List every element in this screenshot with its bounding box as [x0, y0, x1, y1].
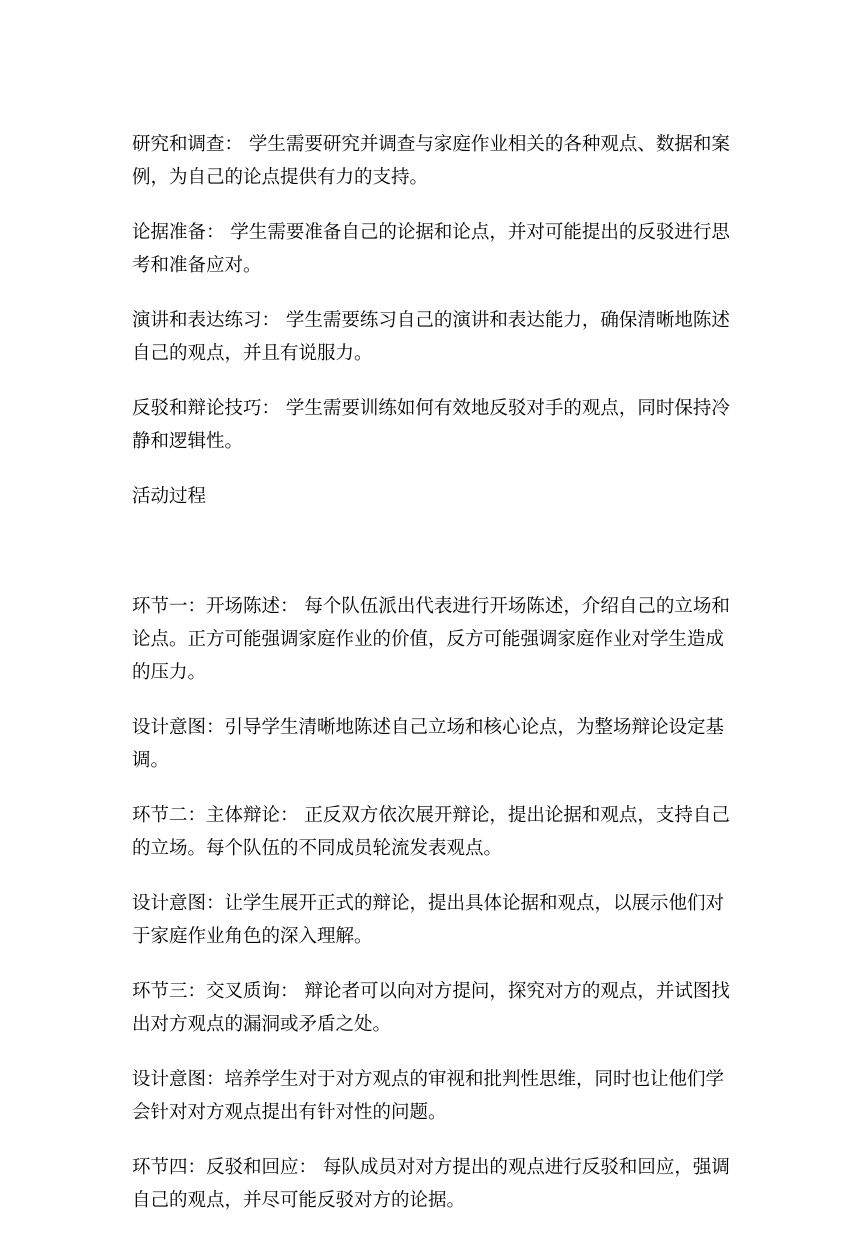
paragraph-speech-practice — [132, 304, 732, 370]
design-intent-3 — [132, 1063, 732, 1129]
step-text: 辩论者可以向对方提问，探究对方的观点，并试图找出对方观点的漏洞或矛盾之处。 — [132, 981, 730, 1035]
step-label: 环节二：主体辩论： — [132, 805, 299, 826]
design-intent-2 — [132, 887, 732, 953]
step-text: 每个队伍派出代表进行开场陈述，介绍自己的立场和论点。正方可能强调家庭作业的价值，反方可能强调家庭作业对学生造成的压力。 — [132, 596, 730, 683]
design-intent-1 — [132, 711, 732, 777]
paragraph-text: 学生需要练习自己的演讲和表达能力，确保清晰地陈述自己的观点，并且有说服力。 — [132, 310, 730, 364]
blank-space — [132, 535, 732, 590]
paragraph-research — [132, 128, 732, 194]
step-text: 引导学生清晰地陈述自己立场和核心论点，为整场辩论设定基调。 — [132, 717, 725, 771]
step-label: 环节四：反驳和回应： — [132, 1157, 318, 1178]
step-main-debate — [132, 799, 732, 865]
step-label: 设计意图： — [132, 893, 225, 914]
step-cross-examination — [132, 975, 732, 1041]
document-body — [132, 128, 732, 1239]
paragraph-rebuttal-skills — [132, 392, 732, 458]
step-label: 环节三：交叉质询： — [132, 981, 299, 1002]
paragraph-argument-prep — [132, 216, 732, 282]
step-rebuttal-response — [132, 1151, 732, 1217]
step-text: 培养学生对于对方观点的审视和批判性思维，同时也让他们学会针对对方观点提出有针对性的问题。 — [132, 1069, 725, 1123]
step-label: 设计意图： — [132, 717, 225, 738]
step-text: 每队成员对对方提出的观点进行反驳和回应，强调自己的观点，并尽可能反驳对方的论据。 — [132, 1157, 730, 1211]
paragraph-text: 学生需要准备自己的论据和论点，并对可能提出的反驳进行思考和准备应对。 — [132, 222, 730, 276]
paragraph-label: 反驳和辩论技巧： — [132, 398, 281, 419]
step-label: 设计意图： — [132, 1069, 225, 1090]
paragraph-text: 学生需要训练如何有效地反驳对手的观点，同时保持冷静和逻辑性。 — [132, 398, 730, 452]
section-heading: 活动过程 — [132, 486, 207, 507]
paragraph-label: 研究和调查： — [132, 134, 244, 155]
step-text: 正反双方依次展开辩论，提出论据和观点，支持自己的立场。每个队伍的不同成员轮流发表观点。 — [132, 805, 730, 859]
paragraph-label: 论据准备： — [132, 222, 225, 243]
paragraph-label: 演讲和表达练习： — [132, 310, 281, 331]
step-opening — [132, 590, 732, 689]
step-label: 环节一：开场陈述： — [132, 596, 299, 617]
paragraph-text: 学生需要研究并调查与家庭作业相关的各种观点、数据和案例，为自己的论点提供有力的支持。 — [132, 134, 730, 188]
step-text: 让学生展开正式的辩论，提出具体论据和观点，以展示他们对于家庭作业角色的深入理解。 — [132, 893, 725, 947]
